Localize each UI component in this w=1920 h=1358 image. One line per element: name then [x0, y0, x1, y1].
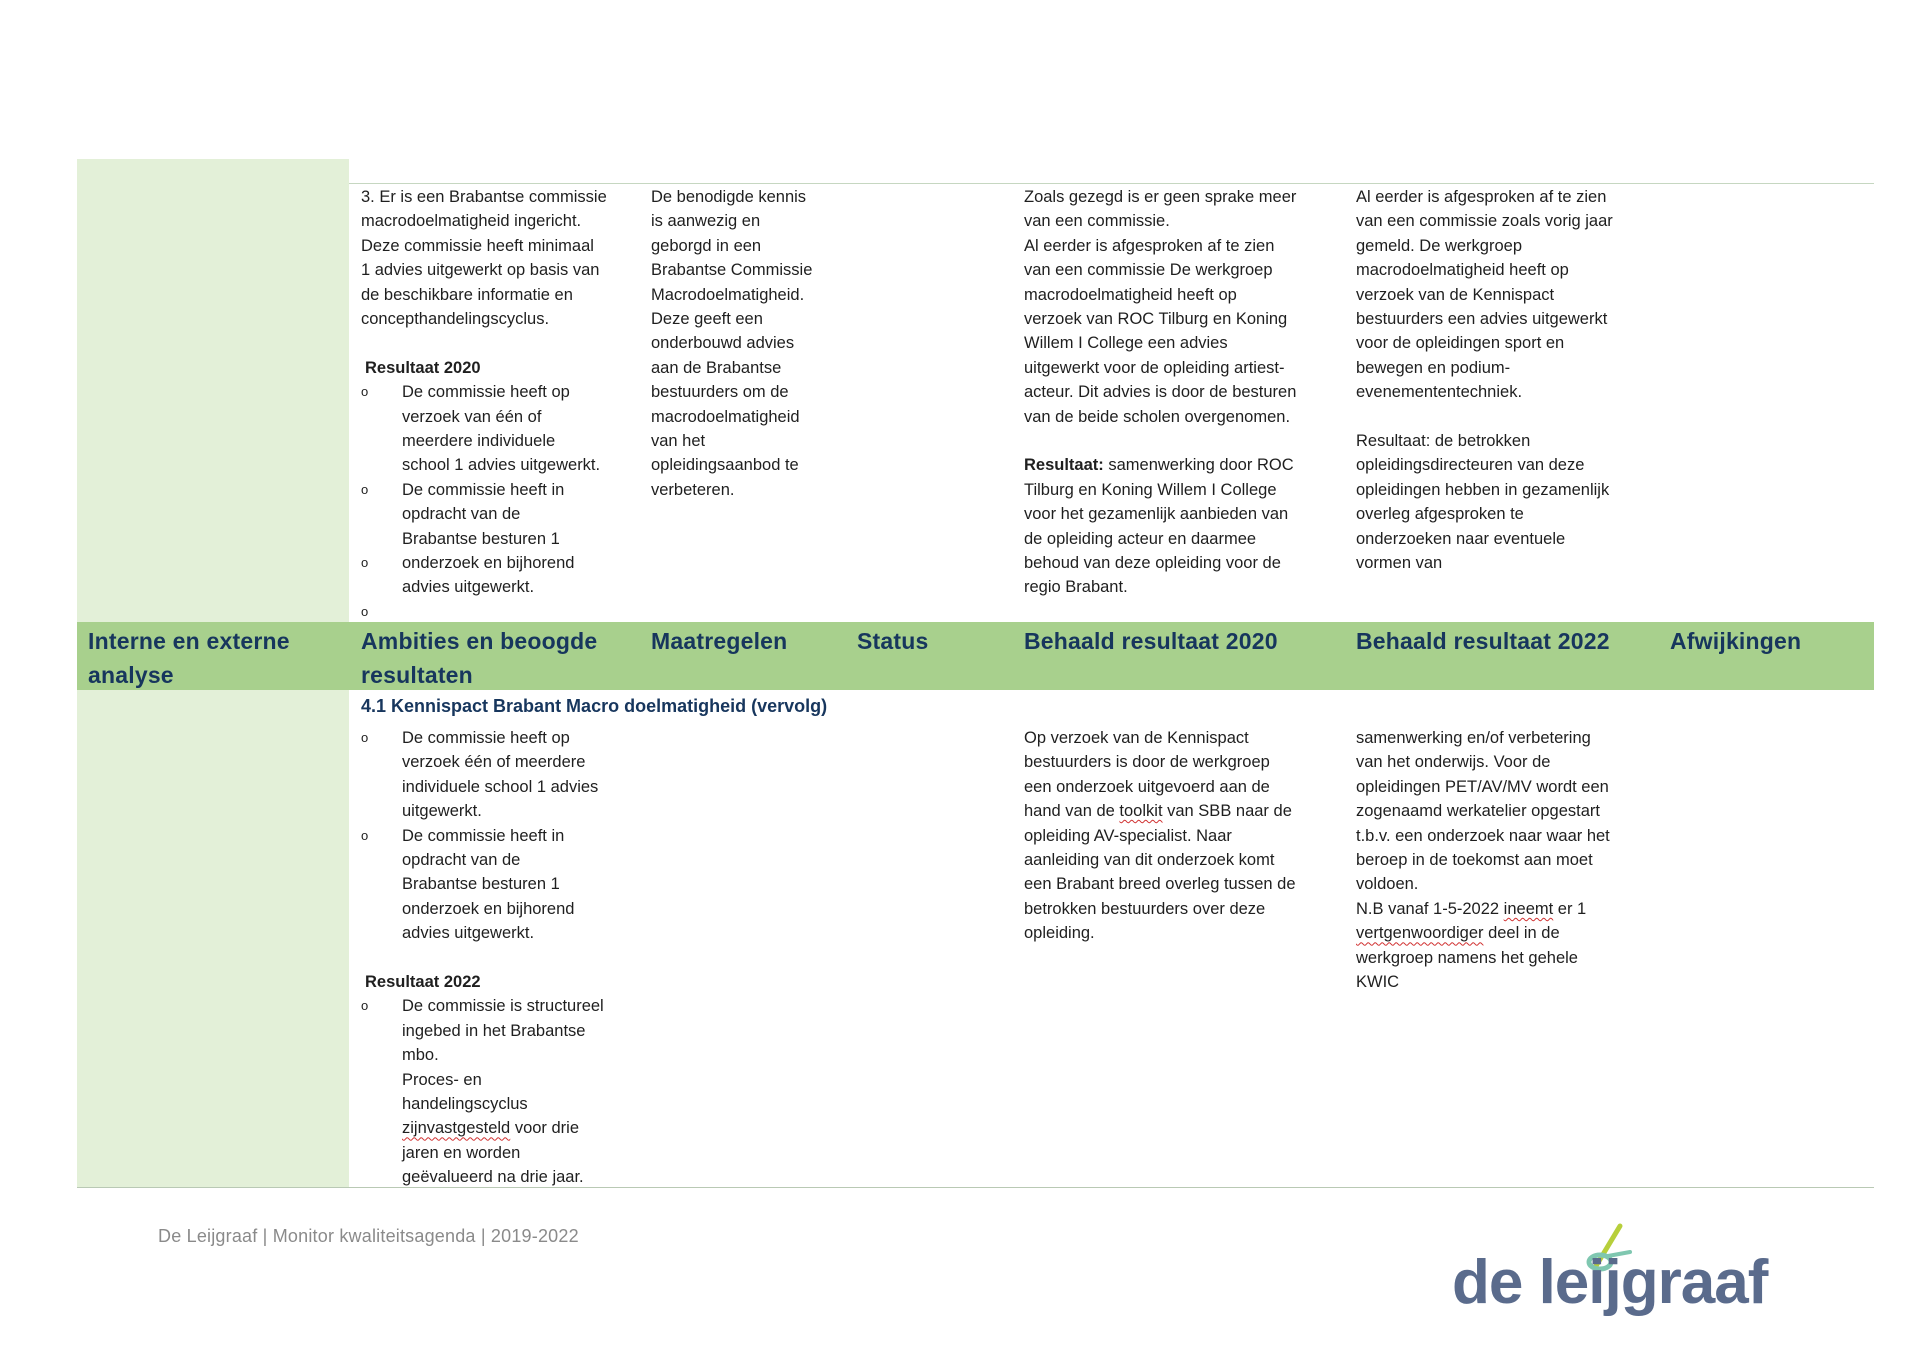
text-line: meerdere individuele: [402, 432, 556, 451]
result-2022-heading: Resultaat 2022: [365, 973, 481, 992]
text-line: opleiding AV-specialist. Naar: [1024, 826, 1232, 845]
bottom-result-2020-cell: [1024, 726, 1344, 946]
text-line: school 1 advies uitgewerkt.: [402, 456, 601, 475]
top-result-2020-cell: [1024, 185, 1344, 600]
text-line: betrokken bestuurders over deze: [1024, 899, 1266, 918]
text-line: o onderzoek en bijhorend: [402, 554, 575, 573]
spelling-error-word: zijnvastgesteld: [402, 1119, 511, 1138]
text-line: opleidingsaanbod te: [651, 456, 799, 475]
text-line: van het: [651, 432, 706, 451]
text-line: Resultaat: de betrokken: [1356, 432, 1531, 451]
text-line: advies uitgewerkt.: [402, 924, 535, 943]
text-line: Willem I College een advies: [1024, 334, 1228, 353]
text-line: Brabantse besturen 1: [402, 529, 560, 548]
result-2020-bullet-list: [361, 380, 641, 624]
spelling-error-word: toolkit: [1119, 802, 1163, 821]
text-line: zogenaamd werkatelier opgestart: [1356, 802, 1600, 821]
text-line: Macrodoelmatigheid.: [651, 285, 805, 304]
text-line: Deze geeft een: [651, 310, 763, 329]
text-line: verzoek van de Kennispact: [1356, 285, 1555, 304]
table-top-border: [349, 183, 1874, 184]
text-line: samenwerking en/of verbetering: [1356, 729, 1591, 747]
text-line: bestuurders is door de werkgroep: [1024, 753, 1270, 772]
text-line: o De commissie is structureel: [402, 997, 604, 1016]
bottom-result-2022-cell: [1356, 726, 1666, 994]
text-line: voor het gezamenlijk aanbieden van: [1024, 505, 1289, 524]
text-line: ingebed in het Brabantse: [402, 1021, 586, 1040]
list-item: [361, 551, 641, 600]
text-span: deel in de: [1483, 924, 1560, 943]
text-line: uitgewerkt voor de opleiding artiest-: [1024, 358, 1285, 377]
bullet-list: [361, 726, 651, 946]
text-line: macrodoelmatigheid heeft op: [1024, 285, 1237, 304]
text-span: hand van de: [1024, 802, 1120, 821]
text-line: Zoals gezegd is er geen sprake meer: [1024, 188, 1297, 206]
text-line: overleg afgesproken te: [1356, 505, 1524, 524]
text-line: De benodigde kennis: [651, 188, 807, 206]
text-span: er 1: [1553, 899, 1587, 918]
text-line: onderbouwd advies: [651, 334, 795, 353]
header-maatregelen: Maatregelen: [651, 628, 788, 654]
header-afwijkingen: Afwijkingen: [1670, 628, 1802, 654]
text-line: opleidingen PET/AV/MV wordt een: [1356, 777, 1609, 796]
text-line: o De commissie heeft in: [402, 480, 565, 499]
text-line: verzoek van één of: [402, 407, 542, 426]
text-line: voor de opleidingen sport en: [1356, 334, 1565, 353]
bottom-ambities-cell: [361, 726, 651, 1190]
text-line: voldoen.: [1356, 875, 1419, 894]
text-line: regio Brabant.: [1024, 578, 1128, 597]
text-line: de opleiding acteur en daarmee: [1024, 529, 1257, 548]
text-line: gemeld. De werkgroep: [1356, 236, 1522, 255]
text-line: macrodoelmatigheid: [651, 407, 800, 426]
text-line: behoud van deze opleiding voor de: [1024, 554, 1281, 573]
text-line: verzoek één of meerdere: [402, 753, 586, 772]
text-line: o De commissie heeft in: [402, 826, 565, 845]
header-behaald-2022: Behaald resultaat 2022: [1356, 628, 1610, 654]
table-bottom-border: [77, 1187, 1874, 1188]
text-line: o De commissie heeft op: [402, 729, 570, 747]
text-line: 3. Er is een Brabantse commissie: [361, 188, 607, 206]
analysis-column-shading-top: [77, 159, 349, 622]
leijgraaf-logo: [1452, 1222, 1782, 1332]
list-item: [361, 824, 651, 946]
top-ambities-cell: [361, 185, 641, 624]
top-maatregelen-cell: [651, 185, 851, 502]
list-item: [361, 478, 641, 551]
text-line: onderzoek en bijhorend: [402, 899, 575, 918]
text-span: samenwerking door ROC: [1103, 456, 1294, 475]
list-item: [361, 380, 641, 478]
text-line: [1024, 799, 1344, 823]
text-line: uitgewerkt.: [402, 802, 482, 821]
text-line: Al eerder is afgesproken af te zien: [1024, 236, 1275, 255]
text-line: Tilburg en Koning Willem I College: [1024, 480, 1277, 499]
text-span: N.B vanaf 1-5-2022: [1356, 899, 1504, 918]
text-line: geborgd in een: [651, 236, 762, 255]
text-line: opdracht van de: [402, 851, 521, 870]
text-line: is aanwezig en: [651, 212, 761, 231]
text-line: verzoek van ROC Tilburg en Koning: [1024, 310, 1288, 329]
header-status: Status: [857, 628, 929, 654]
text-line: individuele school 1 advies: [402, 777, 599, 796]
text-span: voor drie: [510, 1119, 580, 1138]
list-item: [361, 726, 651, 824]
text-line: mbo.: [402, 1046, 439, 1065]
text-line: acteur. Dit advies is door de besturen: [1024, 383, 1297, 402]
text-line: verbeteren.: [651, 480, 735, 499]
text-line: van een commissie De werkgroep: [1024, 261, 1273, 280]
text-line: onderzoeken naar eventuele: [1356, 529, 1566, 548]
text-line: Deze commissie heeft minimaal: [361, 236, 594, 255]
text-line: KWIC: [1356, 973, 1400, 992]
text-line: handelingscyclus: [402, 1095, 528, 1114]
result-2020-heading: Resultaat 2020: [365, 358, 481, 377]
text-line: Brabantse besturen 1: [402, 875, 560, 894]
text-line: [402, 1116, 651, 1140]
text-span: van SBB naar de: [1162, 802, 1292, 821]
spelling-error-word: vertgenwoordiger: [1356, 924, 1484, 943]
text-line: macrodoelmatigheid heeft op: [1356, 261, 1569, 280]
text-line: [1356, 897, 1666, 921]
text-line: geëvalueerd na drie jaar.: [402, 1168, 584, 1187]
text-line: van het onderwijs. Voor de: [1356, 753, 1551, 772]
top-result-2022-cell: [1356, 185, 1666, 575]
text-line: de beschikbare informatie en: [361, 285, 573, 304]
text-line: vormen van: [1356, 554, 1443, 573]
text-line: aan de Brabantse: [651, 358, 782, 377]
analysis-column-shading-bottom: [77, 690, 349, 1187]
text-line: Proces- en: [402, 1070, 482, 1089]
text-line: advies uitgewerkt.: [402, 578, 535, 597]
text-line: van de beide scholen overgenomen.: [1024, 407, 1291, 426]
text-line: opdracht van de: [402, 505, 521, 524]
text-line: [1024, 453, 1344, 477]
header-interne-externe-analyse: Interne en externe analyse: [88, 628, 290, 688]
text-line: werkgroep namens het gehele: [1356, 948, 1578, 967]
text-line: beroep in de toekomst aan moet: [1356, 851, 1593, 870]
text-line: van een commissie zoals vorig jaar: [1356, 212, 1613, 231]
text-line: o De commissie heeft op: [402, 383, 570, 402]
text-line: 1 advies uitgewerkt op basis van: [361, 261, 600, 280]
text-line: Brabantse Commissie: [651, 261, 813, 280]
text-line: [1356, 921, 1666, 945]
text-line: bestuurders een advies uitgewerkt: [1356, 310, 1608, 329]
text-line: Al eerder is afgesproken af te zien: [1356, 188, 1607, 206]
text-line: evenemententechniek.: [1356, 383, 1523, 402]
header-behaald-2020: Behaald resultaat 2020: [1024, 628, 1278, 654]
text-line: een Brabant breed overleg tussen de: [1024, 875, 1296, 894]
footer-text: De Leijgraaf | Monitor kwaliteitsagenda | 2019-2022: [158, 1226, 579, 1246]
text-line: een onderzoek uitgevoerd aan de: [1024, 777, 1270, 796]
section-title: 4.1 Kennispact Brabant Macro doelmatigheid (vervolg): [361, 696, 828, 716]
list-item-empty: [361, 600, 641, 624]
list-item: [361, 994, 651, 1189]
text-line: aanleiding van dit onderzoek komt: [1024, 851, 1275, 870]
text-line: bestuurders om de: [651, 383, 789, 402]
text-line: opleiding.: [1024, 924, 1095, 943]
text-line: bewegen en podium-: [1356, 358, 1511, 377]
text-line: van een commissie.: [1024, 212, 1170, 231]
text-line: concepthandelingscyclus.: [361, 310, 550, 329]
logo-text: de leijgraaf: [1452, 1248, 1768, 1317]
text-line: opleidingen hebben in gezamenlijk: [1356, 480, 1610, 499]
result-label: Resultaat:: [1024, 456, 1104, 475]
text-line: jaren en worden: [402, 1143, 521, 1162]
result-2022-bullet-list: [361, 994, 651, 1189]
text-line: t.b.v. een onderzoek naar waar het: [1356, 826, 1610, 845]
text-line: Op verzoek van de Kennispact: [1024, 729, 1249, 747]
text-line: opleidingsdirecteuren van deze: [1356, 456, 1585, 475]
text-line: macrodoelmatigheid ingericht.: [361, 212, 582, 231]
header-ambities: Ambities en beoogde resultaten: [361, 628, 598, 688]
spelling-error-word: ineemt: [1503, 899, 1554, 918]
